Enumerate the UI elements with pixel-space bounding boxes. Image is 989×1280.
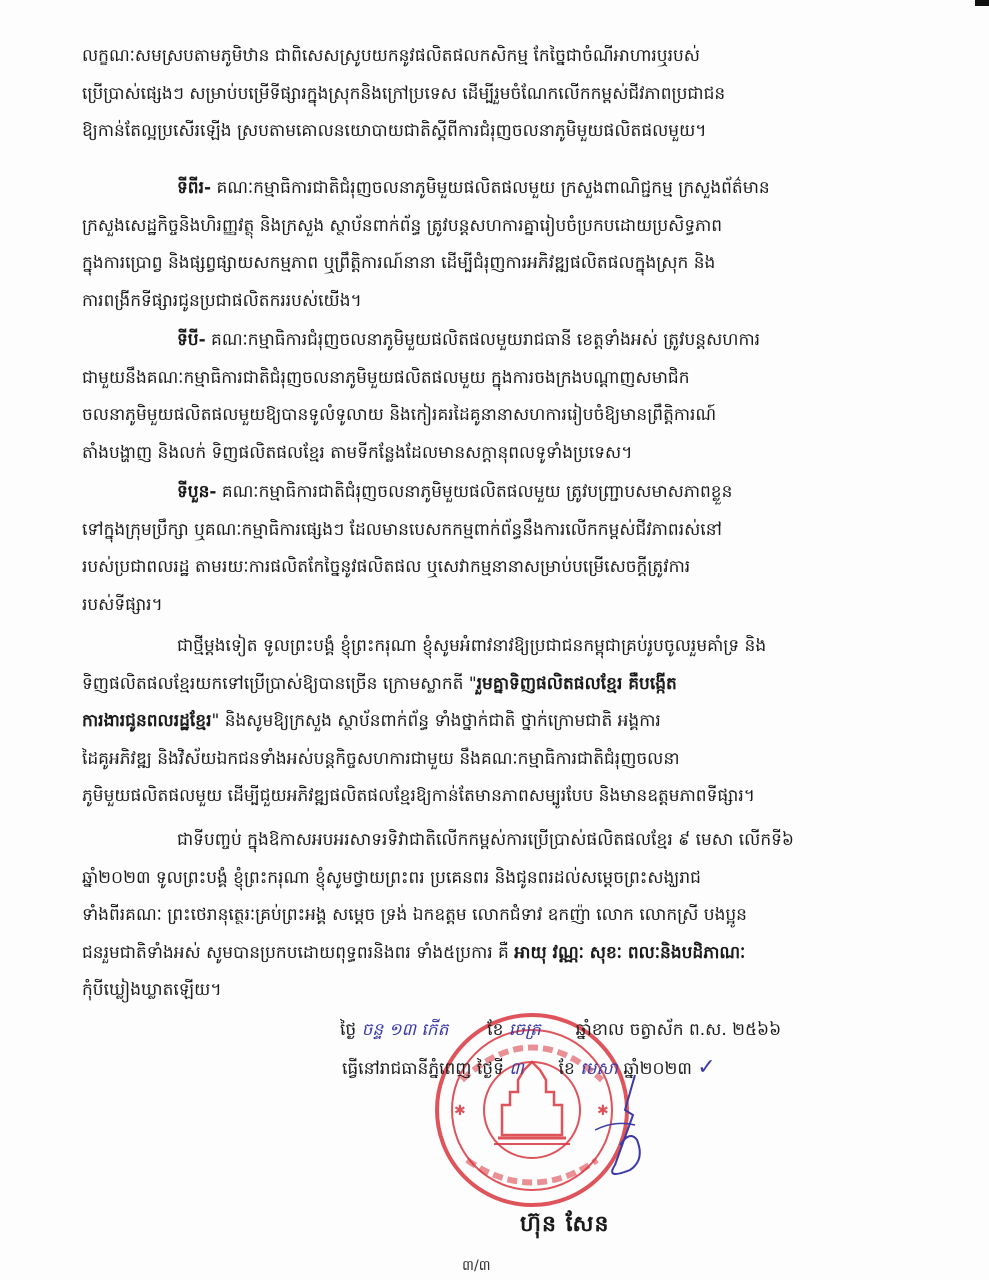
section-third-line-4: តាំងបង្ហាញ និងលក់ ទិញផលិតផលខ្មែរ តាមទីកន្លែងដែលមានសក្តានុពលទូទាំងប្រទេស។ bbox=[82, 442, 633, 463]
corner-mark bbox=[975, 0, 989, 6]
closing-line-4-pre: ជនរួមជាតិទាំងអស់ សូមបានប្រកបដោយពុទ្ធពរនិងពរ ទាំង៥ប្រការ គឺ bbox=[82, 942, 515, 963]
section-fourth-label: ទីបួន- bbox=[177, 482, 217, 502]
appeal-line-1: ជាថ្មីម្តងទៀត ទូលព្រះបង្គំ ខ្ញុំព្រះករុណា ខ្ញុំសូមអំពាវនាវឱ្យប្រជាជនកម្ពុជាគ្រប់រូបចូលរួមគាំទ្រ និង bbox=[177, 636, 767, 656]
section-third-label: ទីបី- bbox=[177, 330, 206, 350]
closing-line-3: ទាំងពីរគណៈ ព្រះថេរានុត្ថេរៈគ្រប់ព្រះអង្គ សម្តេច ទ្រង់ ឯកឧត្តម លោកជំទាវ ឧកញ៉ា លោក លោកស្រី បងប្អូន bbox=[82, 905, 747, 925]
intro-line-2: ប្រើប្រាស់ផ្សេងៗ សម្រាប់បម្រើទីផ្សារក្នុងស្រុកនិងក្រៅប្រទេស ដើម្បីរួមចំណែកលើកកម្ពស់ជីវភាពប្រជាជន bbox=[82, 83, 726, 104]
section-third bbox=[82, 322, 894, 472]
lunar-year: ឆ្នាំខាល ចត្វាស័ក ព.ស. ២៥៦៦ bbox=[575, 1020, 782, 1040]
section-third-first-line: គណៈកម្មាធិការជំរុញចលនាភូមិមួយផលិតផលមួយរាជធានី ខេត្តទាំងអស់ ត្រូវបន្តសហការ bbox=[211, 330, 761, 350]
lunar-month-handwritten: ចេត្រ bbox=[508, 1020, 541, 1040]
section-fourth-first-line: គណៈកម្មាធិការជាតិជំរុញចលនាភូមិមួយផលិតផលមួយ ត្រូវបញ្ជ្រាបសមាសភាពខ្លួន bbox=[221, 482, 733, 502]
page-number: ៣/៣ bbox=[462, 1258, 491, 1274]
section-fourth-line-3: របស់ប្រជាពលរដ្ឋ តាមរយៈការផលិតកែច្នៃនូវផលិតផល ឬសេវាកម្មនានាសម្រាប់បម្រើសេចក្តីត្រូវការ bbox=[82, 557, 691, 577]
closing-line-5: កុំបីឃ្លៀងឃ្លាតឡើយ។ bbox=[82, 980, 222, 1000]
closing-paragraph bbox=[82, 822, 894, 1010]
section-second-line-3: ក្នុងការប្រោព្វ និងផ្សព្វផ្សាយសកម្មភាព ឬព្រឹត្តិការណ៍នានា ដើម្បីជំរុញការអភិវឌ្ឍផលិតផលក្នុងស្រុក និង bbox=[82, 253, 716, 273]
section-second-line-2: ក្រសួងសេដ្ឋកិច្ចនិងហិរញ្ញវត្ថុ និងក្រសួង ស្ថាប័នពាក់ព័ន្ធ ត្រូវបន្តសហការគ្នារៀបចំប្រកបដោយប្រសិទ្ធភាព bbox=[82, 215, 723, 236]
intro-line-1: លក្ខណៈសមស្របតាមភូមិឋាន ជាពិសេសស្រូបយកនូវផលិតផលកសិកម្ម កែច្នៃជាចំណីអាហារឬរបស់ bbox=[82, 46, 700, 66]
section-third-line-3: ចលនាភូមិមួយផលិតផលមួយឱ្យបានទូលំទូលាយ និងកៀរគរដៃគូនានាសហការរៀបចំឱ្យមានព្រឹត្តិការណ៍ bbox=[82, 405, 717, 425]
appeal-paragraph bbox=[82, 628, 894, 816]
closing-blessings: អាយុ វណ្ណៈ សុខៈ ពលៈនិងបដិភាណៈ bbox=[514, 942, 746, 963]
handwritten-signature bbox=[575, 1070, 665, 1190]
closing-line-1: ជាទីបញ្ចប់ ក្នុងឱកាសអបអរសាទរទិវាជាតិលើកកម្ពស់ការប្រើប្រាស់ផលិតផលខ្មែរ ៩ មេសា លើកទី៦ bbox=[177, 830, 794, 850]
closing-line-2: ឆ្នាំ២០២៣ ទូលព្រះបង្គំ ខ្ញុំព្រះករុណា ខ្ញុំសូមថ្វាយព្រះពរ ប្រគេនពរ និងជូនពរដល់សម្តេចព្រះសង្ឃរាជ bbox=[82, 867, 701, 888]
section-third-line-2: ជាមួយនឹងគណៈកម្មាធិការជាតិជំរុញចលនាភូមិមួយផលិតផលមួយ ក្នុងការចងក្រងបណ្តាញសមាជិក bbox=[82, 367, 690, 388]
section-second-label: ទីពីរ- bbox=[177, 178, 212, 198]
section-second bbox=[82, 170, 894, 320]
section-fourth bbox=[82, 474, 894, 624]
appeal-line-2-pre: ទិញផលិតផលខ្មែរយកទៅប្រើប្រាស់ឱ្យបានច្រើន ក្រោមស្លាកតី " bbox=[82, 673, 477, 694]
solar-month-label: ខែ bbox=[558, 1059, 575, 1079]
lunar-date-line bbox=[340, 1015, 781, 1045]
solar-year: ឆ្នាំ២០២៣ bbox=[623, 1059, 692, 1079]
lunar-month-label: ខែ bbox=[487, 1020, 504, 1040]
appeal-slogan-part-2: ការងារជូនពលរដ្ឋខ្មែរ bbox=[82, 711, 212, 731]
lunar-day-handwritten: ចន្ទ ១៣ កើត bbox=[361, 1020, 449, 1040]
intro-line-3: ឱ្យកាន់តែល្អប្រសើរឡើង ស្របតាមគោលនយោបាយជាតិស្តីពីការជំរុញចលនាភូមិមួយផលិតផលមួយ។ bbox=[82, 121, 707, 141]
signer-name: ហ៊ុន សែន bbox=[520, 1212, 610, 1237]
solar-month-handwritten: មេសា bbox=[580, 1059, 618, 1079]
check-mark: ✓ bbox=[697, 1055, 716, 1080]
solar-day-handwritten: ៣ bbox=[509, 1059, 524, 1079]
solar-date-line bbox=[342, 1053, 716, 1084]
section-second-first-line: គណៈកម្មាធិការជាតិជំរុញចលនាភូមិមួយផលិតផលមួយ ក្រសួងពាណិជ្ជកម្ម ក្រសួងព័ត៌មាន bbox=[216, 178, 770, 198]
section-fourth-line-4: របស់ទីផ្សារ។ bbox=[82, 594, 163, 615]
appeal-line-4: ដៃគូអភិវឌ្ឍ និងវិស័យឯកជនទាំងអស់បន្តកិច្ចសហការជាមួយ នឹងគណៈកម្មាធិការជាតិជំរុញចលនា bbox=[82, 748, 680, 769]
section-fourth-line-2: ទៅក្នុងក្រុមប្រឹក្សា ឬគណៈកម្មាធិការផ្សេងៗ ដែលមានបេសកកម្មពាក់ព័ន្ធនឹងការលើកកម្ពស់ជីវភាពរស់នៅ bbox=[82, 519, 722, 540]
lunar-day-prefix: ថ្ងៃ bbox=[340, 1020, 357, 1040]
appeal-line-5: ភូមិមួយផលិតផលមួយ ដើម្បីជួយអភិវឌ្ឍផលិតផលខ្មែរឱ្យកាន់តែមានភាពសម្បូរបែប និងមានឧត្តមភាពទីផ្សារ។ bbox=[82, 786, 755, 806]
svg-text:✱: ✱ bbox=[597, 1103, 609, 1119]
appeal-slogan-part-1: រួមគ្នាទិញផលិតផលខ្មែរ គឺបង្កើត bbox=[476, 673, 677, 694]
appeal-line-3-post: " និងសូមឱ្យក្រសួង ស្ថាប័នពាក់ព័ន្ធ ទាំងថ្នាក់ជាតិ ថ្នាក់ក្រោមជាតិ អង្គការ bbox=[211, 711, 661, 731]
section-second-line-4: ការពង្រីកទីផ្សារជូនប្រជាផលិតកររបស់យើង។ bbox=[82, 290, 362, 311]
solar-date-prefix: ធ្វើនៅរាជធានីភ្នំពេញ ថ្ងៃទី bbox=[342, 1059, 504, 1079]
intro-paragraph bbox=[82, 38, 894, 151]
svg-text:✱: ✱ bbox=[454, 1103, 466, 1119]
